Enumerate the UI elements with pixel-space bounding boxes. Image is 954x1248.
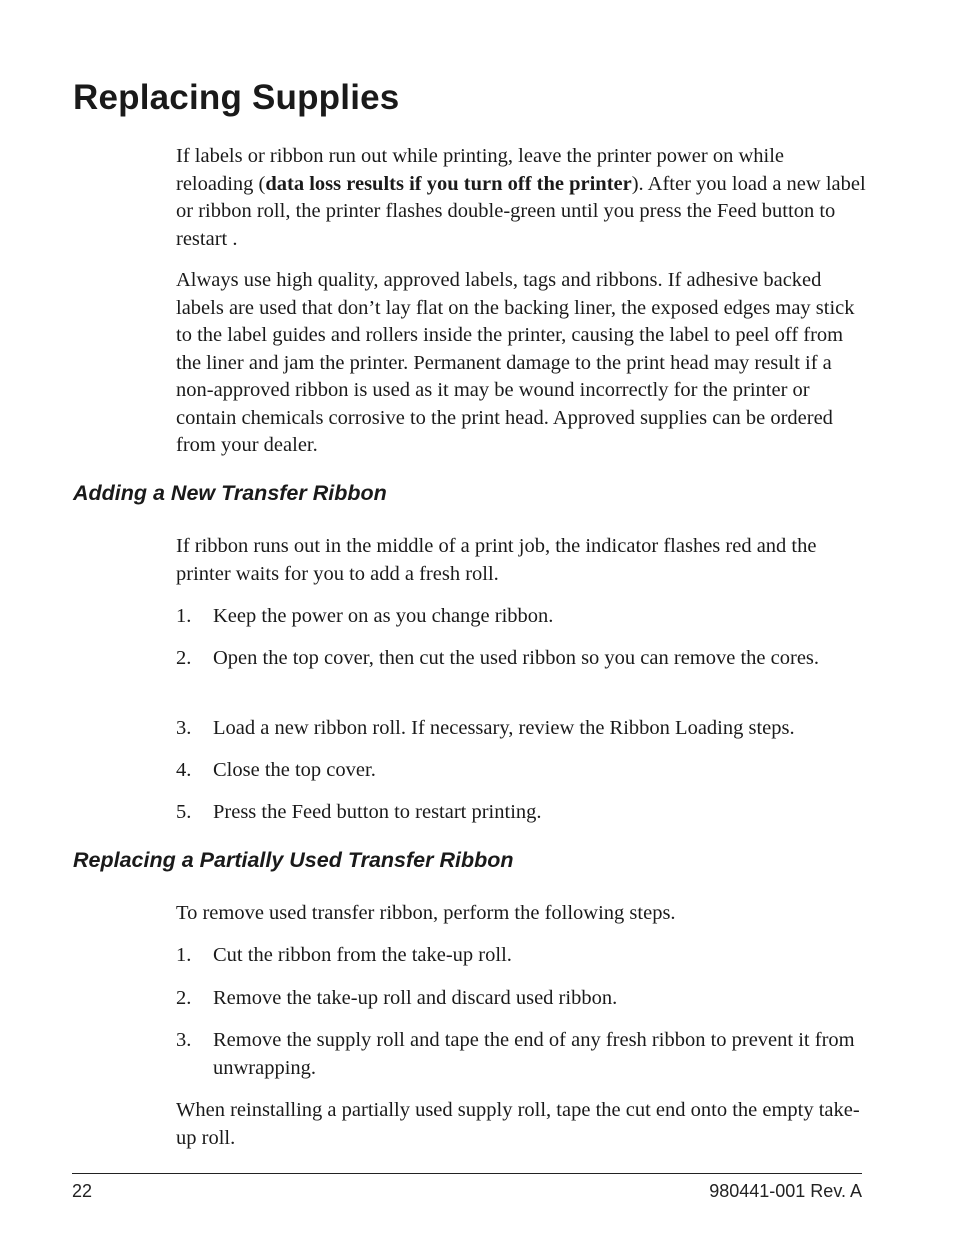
step-number: 3. <box>176 1029 192 1051</box>
section2-closing: When reinstalling a partially used supply roll, tape the cut end onto the empty take-up roll. <box>176 1099 860 1149</box>
step-text: Open the top cover, then cut the used ribbon so you can remove the cores. <box>213 647 820 669</box>
step-text: Load a new ribbon roll. If necessary, review the Ribbon Loading steps. <box>213 717 795 739</box>
document-revision: 980441-001 Rev. A <box>709 1181 862 1201</box>
step-number: 5. <box>176 801 192 823</box>
step-text: Press the Feed button to restart printing. <box>213 801 542 823</box>
section-heading-partial-ribbon: Replacing a Partially Used Transfer Ribbon <box>73 848 514 872</box>
step-number: 2. <box>176 647 192 669</box>
section2-intro: To remove used transfer ribbon, perform the following steps. <box>176 902 676 924</box>
list-item <box>176 799 866 827</box>
list-item <box>176 603 866 631</box>
step-text: Cut the ribbon from the take-up roll. <box>213 944 512 966</box>
page-number: 22 <box>72 1181 93 1201</box>
step-number: 4. <box>176 759 192 781</box>
intro-paragraph-power <box>176 143 866 253</box>
intro-text-end: ). After you load a new label or ribbon roll, the printer flashes double-green until you press the Feed button to restart . <box>176 172 866 250</box>
step-number: 1. <box>176 944 192 966</box>
step-text: Remove the supply roll and tape the end of any fresh ribbon to prevent it from unwrapping. <box>213 1029 855 1079</box>
list-item <box>176 942 866 970</box>
list-item <box>176 715 866 743</box>
page-title: Replacing Supplies <box>73 78 400 117</box>
intro-warning-bold: data loss results if you turn off the printer <box>265 172 632 195</box>
section-heading-adding-ribbon: Adding a New Transfer Ribbon <box>73 481 387 505</box>
step-number: 2. <box>176 987 192 1009</box>
section1-intro: If ribbon runs out in the middle of a print job, the indicator flashes red and the printer waits for you to add a fresh roll. <box>176 535 817 585</box>
intro-text-start: If labels or ribbon run out while printing, leave the printer power on while reloading ( <box>176 145 785 195</box>
step-text: Remove the take-up roll and discard used ribbon. <box>213 987 618 1009</box>
list-item <box>176 985 866 1013</box>
step-number: 1. <box>176 605 192 627</box>
intro-paragraph-supplies: Always use high quality, approved labels, tags and ribbons. If adhesive backed labels are used that don’t lay flat on the backing liner, the exposed edges may stick to the label guides and rollers inside the printer, causing the label to peel off from the liner and jam the printer. Permanent damage to the print head may result if a non-approved ribbon is used as it may be wound incorrectly for the printer or contain chemicals corrosive to the print head. Approved supplies can be ordered from your dealer. <box>176 269 855 456</box>
list-item <box>176 757 866 785</box>
step-text: Keep the power on as you change ribbon. <box>213 605 554 627</box>
footer-divider <box>72 1173 862 1174</box>
list-item <box>176 645 866 673</box>
step-number: 3. <box>176 717 192 739</box>
list-item <box>176 1027 866 1082</box>
step-text: Close the top cover. <box>213 759 376 781</box>
